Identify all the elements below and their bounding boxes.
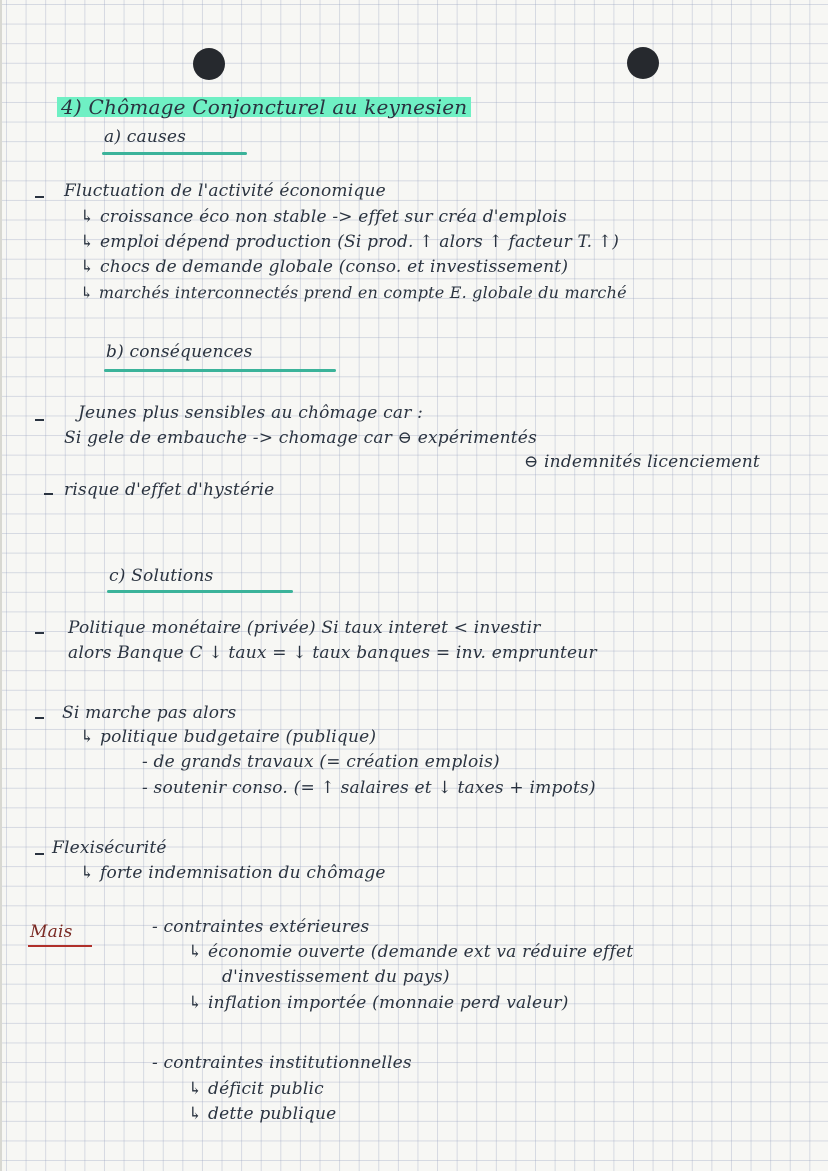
note-line: - contraintes extérieures [152, 917, 370, 937]
note-line: - contraintes institutionnelles [152, 1053, 412, 1073]
note-line: ↳ déficit public [188, 1079, 324, 1099]
note-line: ↳ inflation importée (monnaie perd valeur) [188, 993, 569, 1013]
bullet-dash [35, 419, 44, 421]
note-line: ↳ économie ouverte (demande ext va réduire effet [188, 942, 634, 962]
note-line: Si gele de embauche -> chomage car ⊖ expérimentés [64, 428, 537, 448]
section-heading-solutions: c) Solutions [109, 566, 214, 586]
note-line: Jeunes plus sensibles au chômage car : [78, 403, 424, 423]
note-line: risque d'effet d'hystérie [64, 480, 275, 500]
bullet-dash [35, 196, 44, 198]
heading-underline [104, 369, 336, 372]
punch-hole-right [627, 47, 659, 79]
note-line: Politique monétaire (privée) Si taux interet < investir [68, 618, 541, 638]
bullet-dash [35, 632, 44, 634]
note-line: alors Banque C ↓ taux = ↓ taux banques = inv. emprunteur [68, 643, 597, 663]
note-line: - de grands travaux (= création emplois) [142, 752, 500, 772]
section-heading-consequences: b) conséquences [106, 342, 253, 362]
note-line: ↳ forte indemnisation du chômage [80, 863, 386, 883]
note-line: ↳ politique budgetaire (publique) [80, 727, 377, 747]
note-line: ↳ marchés interconnectés prend en compte E. globale du marché [80, 283, 627, 302]
note-line: Fluctuation de l'activité économique [64, 181, 386, 201]
note-line: ↳ chocs de demande globale (conso. et investissement) [80, 257, 569, 277]
section-heading-causes: a) causes [104, 127, 187, 147]
note-line: Flexisécurité [52, 838, 167, 858]
note-line: ↳ dette publique [188, 1104, 337, 1124]
note-line: d'investissement du pays) [222, 967, 450, 987]
punch-hole-left [193, 48, 225, 80]
bullet-dash [35, 853, 44, 855]
note-line: ⊖ indemnités licenciement [524, 452, 760, 472]
mais-underline [28, 945, 92, 947]
heading-underline [107, 590, 293, 593]
note-line: Si marche pas alors [62, 703, 237, 723]
bullet-dash [44, 493, 53, 495]
mais-label: Mais [30, 922, 73, 942]
heading-underline [102, 152, 247, 155]
note-line: - soutenir conso. (= ↑ salaires et ↓ taxes + impots) [142, 778, 596, 798]
note-line: ↳ emploi dépend production (Si prod. ↑ alors ↑ facteur T. ↑) [80, 232, 620, 252]
bullet-dash [35, 717, 44, 719]
note-line: ↳ croissance éco non stable -> effet sur créa d'emplois [80, 207, 567, 227]
page-title: 4) Chômage Conjoncturel au keynesien [57, 95, 471, 119]
